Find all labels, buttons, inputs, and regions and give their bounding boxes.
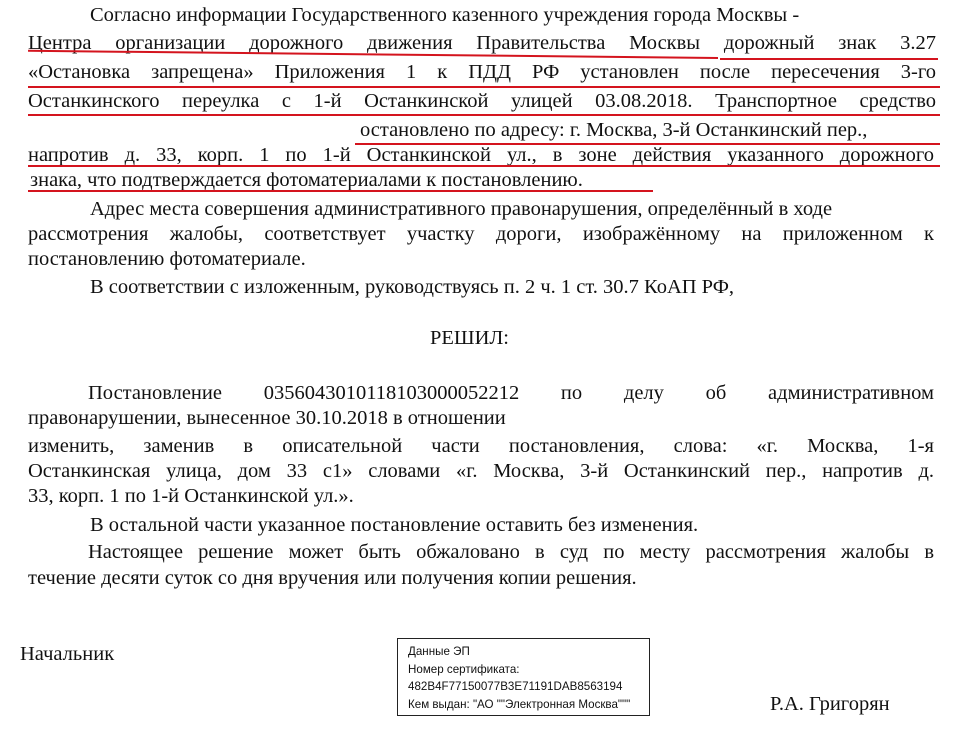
stamp-line-2: Номер сертификата: [408, 662, 520, 676]
decision-line-5: 33, корп. 1 по 1-й Останкинской ул.». [28, 485, 354, 507]
p1-line-3: «Остановка запрещена» Приложения 1 к ПДД РФ установлен после пересечения 3-го [28, 61, 936, 83]
appeal-line-2: течение десяти суток со дня вручения или получения копии решения. [28, 567, 637, 589]
decision-line-4: Останкинская улица, дом 33 с1» словами «г. Москва, 3-й Останкинский пер., напротив д. [28, 460, 934, 482]
decision-line-3: изменить, заменив в описательной части постановления, слова: «г. Москва, 1-я [28, 435, 934, 457]
highlight-underline [720, 58, 938, 60]
p1-line-6: напротив д. 33, корп. 1 по 1-й Останкинской ул., в зоне действия указанного дорожного [28, 144, 934, 166]
decision-line-1: Постановление 0356043010118103000052212 по делу об административном [88, 382, 934, 404]
decision-line-2: правонарушении, вынесенное 30.10.2018 в отношении [28, 407, 506, 429]
decision-heading: РЕШИЛ: [430, 327, 510, 349]
digital-signature-stamp [397, 638, 650, 716]
p2-line-1: Адрес места совершения административного правонарушения, определённый в ходе [90, 198, 833, 220]
highlight-underline [28, 190, 653, 192]
highlight-underline [28, 165, 940, 167]
p1-line-2: Центра организации дорожного движения Правительства Москвы дорожный знак 3.27 [28, 32, 936, 54]
signer-name: Р.А. Григорян [770, 693, 890, 715]
stamp-certificate-number: 482B4F77150077B3E71191DAB8563194 [408, 680, 623, 693]
stamp-issuer: Кем выдан: "АО ""Электронная Москва""" [408, 697, 631, 711]
p1-line-7: знака, что подтверждается фотоматериалами к постановлению. [30, 169, 583, 191]
rest-paragraph: В остальной части указанное постановление оставить без изменения. [90, 514, 699, 536]
p2-line-2: рассмотрения жалобы, соответствует участку дороги, изображённому на приложенном к [28, 223, 934, 245]
appeal-line-1: Настоящее решение может быть обжаловано в суд по месту рассмотрения жалобы в [88, 541, 934, 563]
signer-title: Начальник [20, 643, 115, 665]
p1-line-1: Согласно информации Государственного казенного учреждения города Москвы - [90, 4, 800, 26]
p1-line-4: Останкинского переулка с 1-й Останкинской улицей 03.08.2018. Транспортное средство [28, 90, 936, 112]
highlight-underline [28, 114, 940, 116]
p2-line-3: постановлению фотоматериале. [28, 248, 306, 270]
stamp-line-1: Данные ЭП [408, 645, 470, 658]
highlight-underline [355, 143, 940, 145]
highlight-underline [28, 86, 940, 88]
p1-line-5: остановлено по адресу: г. Москва, 3-й Останкинский пер., [360, 119, 868, 141]
p3-line: В соответствии с изложенным, руководствуясь п. 2 ч. 1 ст. 30.7 КоАП РФ, [90, 276, 735, 298]
